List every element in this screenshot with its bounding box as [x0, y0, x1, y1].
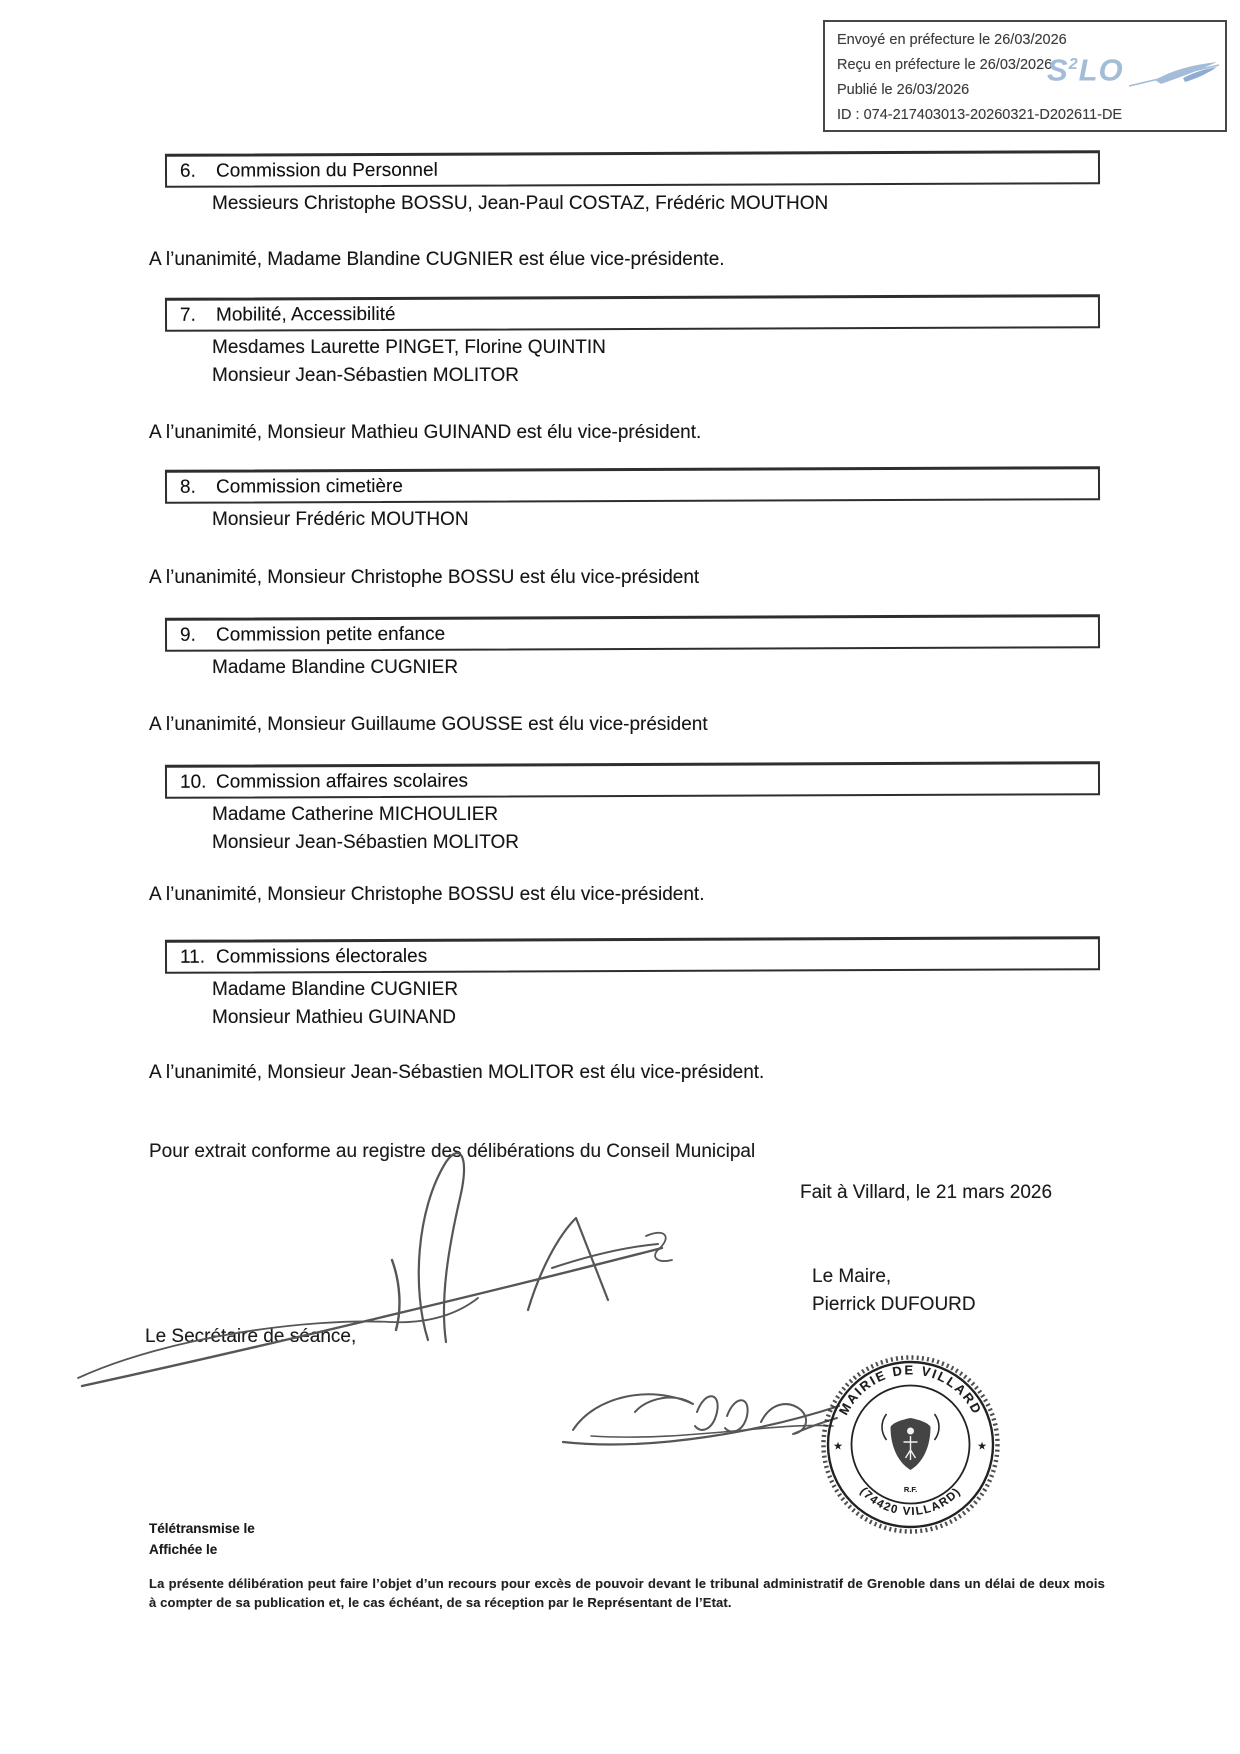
mayor-signature [555, 1378, 845, 1473]
member-line: Madame Blandine CUGNIER [212, 657, 459, 678]
prefecture-stamp-box [823, 20, 1227, 132]
stamp-received-line: Reçu en préfecture le 26/03/2026 [837, 57, 1053, 73]
section-title: Commission affaires scolaires [215, 770, 469, 793]
s2lo-logo [1047, 52, 1124, 88]
s2lo-logo-s: S [1047, 52, 1069, 88]
member-line: Madame Blandine CUGNIER [212, 979, 459, 1000]
section-members [212, 801, 1100, 856]
section-title: Commission cimetière [215, 475, 403, 498]
place-and-date: Fait à Villard, le 21 mars 2026 [800, 1182, 1053, 1203]
stamp-id-line: ID : 074-217403013-20260321-D202611-DE [837, 107, 1123, 123]
section-7 [165, 296, 1100, 389]
mayor-signature-block [812, 1263, 976, 1319]
member-line: Monsieur Jean-Sébastien MOLITOR [212, 364, 519, 386]
secretary-label: Le Secrétaire de séance, [145, 1326, 357, 1347]
mayor-title: Le Maire, [812, 1266, 892, 1287]
seal-star-left: ★ [834, 1441, 843, 1451]
resolution-11: A l’unanimité, Monsieur Jean-Sébastien MOLITOR est élu vice-président. [149, 1062, 765, 1083]
section-number: 8. [179, 476, 196, 498]
resolution-8: A l’unanimité, Monsieur Christophe BOSSU est élu vice-président [149, 567, 700, 588]
section-number: 11. [179, 946, 206, 968]
s2lo-logo-sup: 2 [1068, 56, 1079, 73]
member-line: Monsieur Jean-Sébastien MOLITOR [212, 831, 519, 853]
member-line: Mesdames Laurette PINGET, Florine QUINTIN [212, 337, 606, 358]
section-title: Commission du Personnel [215, 159, 438, 182]
section-10-box [165, 761, 1100, 799]
section-9 [165, 616, 1100, 682]
municipal-seal [818, 1352, 1003, 1537]
mayor-name: Pierrick DUFOURD [812, 1294, 976, 1315]
section-11-box [165, 936, 1100, 974]
section-number: 6. [179, 160, 196, 182]
s2lo-logo-lo: LO [1078, 52, 1124, 88]
section-members [212, 506, 1100, 534]
resolution-7: A l’unanimité, Monsieur Mathieu GUINAND est élu vice-président. [149, 422, 702, 443]
secretary-signature [60, 1140, 700, 1410]
member-line: Monsieur Frédéric MOUTHON [212, 509, 469, 530]
posted-label: Affichée le [149, 1542, 218, 1557]
resolution-6: A l’unanimité, Madame Blandine CUGNIER est élue vice-présidente. [149, 249, 725, 270]
s2lo-swoosh-icon [1127, 60, 1223, 94]
stamp-sent-line: Envoyé en préfecture le 26/03/2026 [837, 32, 1067, 48]
section-8 [165, 468, 1100, 534]
section-number: 9. [179, 624, 196, 646]
section-7-box [165, 294, 1100, 332]
transmission-block [149, 1518, 255, 1560]
section-members [212, 334, 1100, 389]
stamp-published-line: Publié le 26/03/2026 [837, 82, 970, 98]
section-number: 7. [179, 304, 196, 326]
member-line: Monsieur Mathieu GUINAND [212, 1006, 456, 1028]
seal-emblem [882, 1414, 939, 1470]
seal-star-right: ★ [978, 1441, 987, 1451]
section-title: Commission petite enfance [215, 623, 446, 646]
resolution-10: A l’unanimité, Monsieur Christophe BOSSU est élu vice-président. [149, 884, 705, 905]
legal-notice: La présente délibération peut faire l’objet d’un recours pour excès de pouvoir devant le tribunal administratif de Grenoble dans un délai de deux mois à compter de sa publication et, le cas échéant, de sa réception par le Représentant de l’Etat. [149, 1576, 1105, 1610]
section-members [212, 190, 1100, 218]
seal-bottom-text: (74420 VILLARD) [857, 1485, 964, 1519]
transmitted-label: Télétransmise le [149, 1521, 255, 1536]
member-line: Messieurs Christophe BOSSU, Jean-Paul COSTAZ, Frédéric MOUTHON [212, 193, 829, 214]
extract-statement: Pour extrait conforme au registre des délibérations du Conseil Municipal [149, 1141, 756, 1162]
section-6 [165, 152, 1100, 218]
section-members [212, 654, 1100, 682]
section-number: 10. [179, 771, 207, 793]
section-10 [165, 763, 1100, 856]
section-11 [165, 938, 1100, 1031]
section-title: Mobilité, Accessibilité [215, 303, 396, 326]
section-6-box [165, 150, 1100, 188]
seal-top-text: MAIRIE DE VILLARD [835, 1362, 986, 1418]
section-9-box [165, 614, 1100, 652]
section-members [212, 976, 1100, 1031]
section-title: Commissions électorales [215, 945, 428, 968]
resolution-9: A l’unanimité, Monsieur Guillaume GOUSSE est élu vice-président [149, 714, 708, 735]
member-line: Madame Catherine MICHOULIER [212, 804, 499, 825]
seal-rf-text: R.F. [903, 1485, 918, 1494]
section-8-box [165, 466, 1100, 504]
